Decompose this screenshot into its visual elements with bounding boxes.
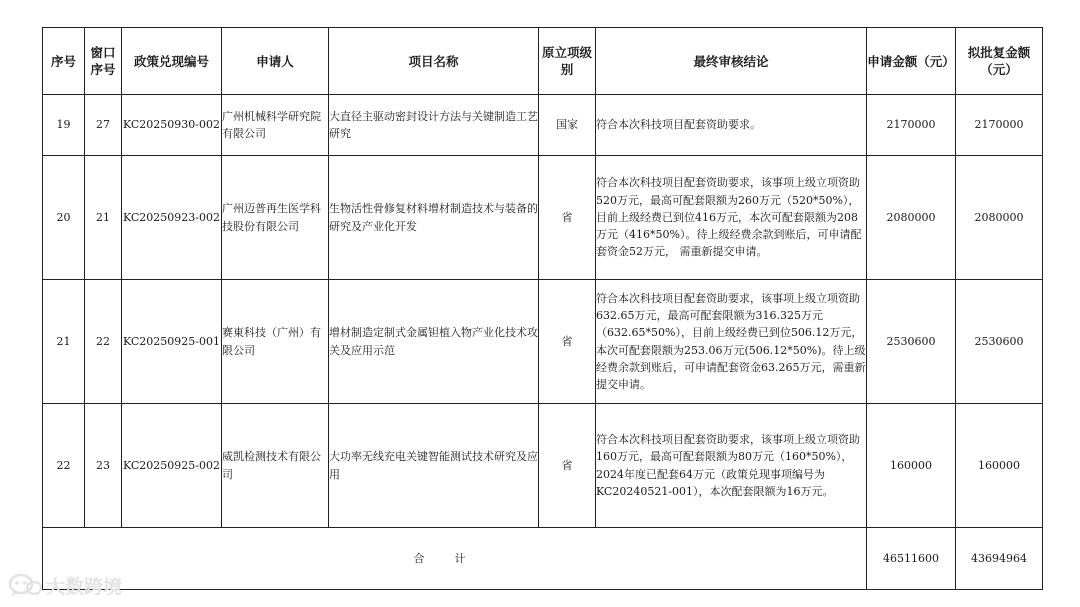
cell-orig-level: 省 — [539, 156, 596, 280]
cell-approve-amount: 2530600 — [956, 280, 1043, 404]
total-apply-amount: 46511600 — [867, 528, 956, 590]
cell-seq: 19 — [43, 95, 85, 156]
cell-applicant: 赛東科技（广州）有限公司 — [222, 280, 329, 404]
cell-window-seq: 27 — [85, 95, 122, 156]
cell-seq: 20 — [43, 156, 85, 280]
cell-seq: 21 — [43, 280, 85, 404]
cell-conclusion: 符合本次科技项目配套资助要求。 — [596, 95, 867, 156]
cell-policy-code: KC20250923-002 — [122, 156, 222, 280]
review-table — [42, 27, 1043, 590]
total-row — [43, 528, 1043, 590]
cell-apply-amount: 2530600 — [867, 280, 956, 404]
cell-apply-amount: 2080000 — [867, 156, 956, 280]
total-label: 合计 — [43, 528, 867, 590]
cell-policy-code: KC20250925-001 — [122, 280, 222, 404]
cell-seq: 22 — [43, 404, 85, 528]
cell-applicant: 威凯检测技术有限公司 — [222, 404, 329, 528]
header-orig-level: 原立项级别 — [539, 28, 596, 95]
table-row — [43, 404, 1043, 528]
cell-approve-amount: 2080000 — [956, 156, 1043, 280]
cell-orig-level: 省 — [539, 280, 596, 404]
cell-policy-code: KC20250925-002 — [122, 404, 222, 528]
watermark — [8, 572, 122, 599]
table-row — [43, 156, 1043, 280]
cell-window-seq: 21 — [85, 156, 122, 280]
cell-project-name: 大功率无线充电关键智能测试技术研究及应用 — [329, 404, 539, 528]
cell-conclusion: 符合本次科技项目配套资助要求，该事项上级立项资助160万元，最高可配套限额为80万元（160*50%），2024年度已配套64万元（政策兑现事项编号为KC20240521-001），本次配套限额为16万元。 — [596, 404, 867, 528]
header-window-seq: 窗口序号 — [85, 28, 122, 95]
cell-conclusion: 符合本次科技项目配套资助要求，该事项上级立项资助632.65万元，最高可配套限额为316.325万元（632.65*50%），目前上级经费已到位506.12万元，本次可配套限额为253.06万元(506.12*50%)。待上级经费余款到账后，可申请配套资金63.265万元，需重新提交申请。 — [596, 280, 867, 404]
wechat-bubble-icon — [8, 573, 42, 599]
table-row — [43, 280, 1043, 404]
header-project-name: 项目名称 — [329, 28, 539, 95]
cell-apply-amount: 2170000 — [867, 95, 956, 156]
cell-orig-level: 省 — [539, 404, 596, 528]
header-policy-code: 政策兑现编号 — [122, 28, 222, 95]
cell-project-name: 增材制造定制式金属钽植入物产业化技术攻关及应用示范 — [329, 280, 539, 404]
cell-project-name: 生物活性骨修复材料增材制造技术与装备的研究及产业化开发 — [329, 156, 539, 280]
cell-orig-level: 国家 — [539, 95, 596, 156]
header-approve-amount: 拟批复金额（元） — [956, 28, 1043, 95]
watermark-text: 大数跨境 — [46, 576, 123, 598]
cell-applicant: 广州迈普再生医学科技股份有限公司 — [222, 156, 329, 280]
header-apply-amount: 申请金额（元） — [867, 28, 956, 95]
header-seq: 序号 — [43, 28, 85, 95]
total-approve-amount: 43694964 — [956, 528, 1043, 590]
header-applicant: 申请人 — [222, 28, 329, 95]
cell-policy-code: KC20250930-002 — [122, 95, 222, 156]
header-row — [43, 28, 1043, 95]
cell-applicant: 广州机械科学研究院有限公司 — [222, 95, 329, 156]
cell-approve-amount: 160000 — [956, 404, 1043, 528]
table-row — [43, 95, 1043, 156]
header-conclusion: 最终审核结论 — [596, 28, 867, 95]
cell-approve-amount: 2170000 — [956, 95, 1043, 156]
cell-window-seq: 23 — [85, 404, 122, 528]
cell-apply-amount: 160000 — [867, 404, 956, 528]
cell-project-name: 大直径主驱动密封设计方法与关键制造工艺研究 — [329, 95, 539, 156]
cell-conclusion: 符合本次科技项目配套资助要求，该事项上级立项资助520万元，最高可配套限额为260万元（520*50%），目前上级经费已到位416万元，本次可配套限额为208万元（416*50%）。待上级经费余款到账后，可申请配套资金52万元， 需重新提交申请。 — [596, 156, 867, 280]
cell-window-seq: 22 — [85, 280, 122, 404]
